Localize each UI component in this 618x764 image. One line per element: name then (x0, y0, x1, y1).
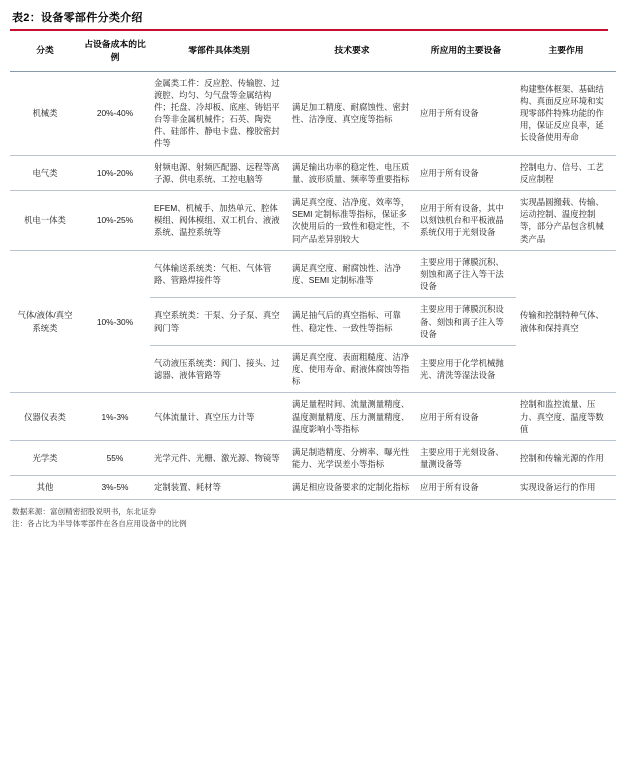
cell-category: 仪器仪表类 (10, 393, 80, 441)
cell-category: 光学类 (10, 441, 80, 476)
cell-part-types: 气体输送系统类：气柜、气体管路、管路焊接件等 (150, 250, 288, 298)
cell-part-types: 气动液压系统类：阀门、接头、过滤器、液体管路等 (150, 345, 288, 393)
cell-equipment: 主要应用于光刻设备、量测设备等 (416, 441, 516, 476)
cell-equipment: 应用于所有设备 (416, 71, 516, 155)
cell-category: 机械类 (10, 71, 80, 155)
cell-tech-req: 满足制造精度、分辨率、曝光性能力、光学误差小等指标 (288, 441, 416, 476)
table-row (10, 71, 616, 155)
footnotes (10, 506, 608, 530)
table-title-bar (10, 8, 608, 31)
footnote-note: 注：各占比为半导体零部件在各自应用设备中的比例 (12, 518, 187, 528)
cell-part-types: 真空系统类：干泵、分子泵、真空阀门等 (150, 298, 288, 346)
header-tech-req: 技术要求 (288, 31, 416, 71)
cell-role: 实现设备运行的作用 (516, 476, 616, 499)
header-category: 分类 (10, 31, 80, 71)
cell-cost-pct: 1%-3% (80, 393, 150, 441)
header-part-types: 零部件具体类别 (150, 31, 288, 71)
cell-category: 其他 (10, 476, 80, 499)
cell-tech-req: 满足加工精度、耐腐蚀性、密封性、洁净度、真空度等指标 (288, 71, 416, 155)
table-body (10, 71, 616, 499)
cell-role: 控制电力、信号、工艺反应制程 (516, 155, 616, 190)
cell-category: 气体/液体/真空系统类 (10, 250, 80, 393)
table-row (10, 250, 616, 298)
cell-part-types: 射频电源、射频匹配器、远程等离子源、供电系统、工控电脑等 (150, 155, 288, 190)
header-cost-pct: 占设备成本的比例 (80, 31, 150, 71)
cell-equipment: 主要应用于化学机械抛光、清洗等湿法设备 (416, 345, 516, 393)
table-row (10, 441, 616, 476)
table-header (10, 31, 616, 71)
cell-tech-req: 满足真空度、耐腐蚀性、洁净度、SEMI 定制标准等 (288, 250, 416, 298)
cell-tech-req: 满足输出功率的稳定性、电压质量、波形质量、频率等重要指标 (288, 155, 416, 190)
cell-role: 实现晶圆搬载、传输、运动控制、温度控制等，部分产品包含机械类产品 (516, 191, 616, 251)
cell-tech-req: 满足相应设备要求的定制化指标 (288, 476, 416, 499)
cell-tech-req: 满足真空度、洁净度、效率等，SEMI 定制标准等指标，保证多次使用后的一致性和稳定性，不同产品差异别较大 (288, 191, 416, 251)
cell-role: 控制和传输光源的作用 (516, 441, 616, 476)
equipment-parts-table (10, 31, 616, 500)
header-role: 主要作用 (516, 31, 616, 71)
cell-cost-pct: 55% (80, 441, 150, 476)
header-equipment: 所应用的主要设备 (416, 31, 516, 71)
cell-tech-req: 满足量程时间、流量测量精度、温度测量精度、压力测量精度、温度影响小等指标 (288, 393, 416, 441)
table-row (10, 393, 616, 441)
cell-part-types: 光学元件、光栅、激光源、物镜等 (150, 441, 288, 476)
cell-equipment: 应用于所有设备 (416, 476, 516, 499)
cell-equipment: 应用于所有设备 (416, 155, 516, 190)
table-row (10, 191, 616, 251)
cell-tech-req: 满足抽气后的真空指标、可靠性、稳定性、一致性等指标 (288, 298, 416, 346)
table-row (10, 476, 616, 499)
page-title: 表2：设备零部件分类介绍 (12, 12, 143, 24)
cell-category: 机电一体类 (10, 191, 80, 251)
cell-equipment: 应用于所有设备 (416, 393, 516, 441)
footnote-source: 数据来源：富创精密招股说明书，东北证券 (12, 506, 157, 516)
cell-category: 电气类 (10, 155, 80, 190)
cell-cost-pct: 3%-5% (80, 476, 150, 499)
cell-equipment: 主要应用于薄膜沉积设备、刻蚀和离子注入等设备 (416, 298, 516, 346)
cell-cost-pct: 10%-25% (80, 191, 150, 251)
table-row (10, 155, 616, 190)
cell-part-types: EFEM、机械手、加热单元、腔体模组、阀体模组、双工机台、液液系统、温控系统等 (150, 191, 288, 251)
table-header-row (10, 31, 616, 71)
cell-cost-pct: 20%-40% (80, 71, 150, 155)
cell-tech-req: 满足真空度、表面粗糙度、洁净度、使用寿命、耐液体腐蚀等指标 (288, 345, 416, 393)
cell-role: 传输和控制特种气体、液体和保持真空 (516, 250, 616, 393)
cell-part-types: 定制装置、耗材等 (150, 476, 288, 499)
cell-equipment: 主要应用于薄膜沉积、刻蚀和离子注入等干法设备 (416, 250, 516, 298)
cell-part-types: 气体流量计、真空压力计等 (150, 393, 288, 441)
cell-cost-pct: 10%-30% (80, 250, 150, 393)
cell-role: 控制和监控流量、压力、真空度、温度等数值 (516, 393, 616, 441)
cell-equipment: 应用于所有设备，其中以刻蚀机台和平板液晶系统仅用于光刻设备 (416, 191, 516, 251)
cell-cost-pct: 10%-20% (80, 155, 150, 190)
cell-part-types: 金属类工件：反应腔、传输腔、过渡腔、均匀、匀气盘等金属结构件；托盘、冷却板、底座、铸铝平台等非金属机械件；石英、陶瓷件、硅部件、静电卡盘、橡胶密封件等 (150, 71, 288, 155)
cell-role: 构建整体框架、基础结构、真面反应环境和实现零部件特殊功能的作用，保证反应良率，延长设备使用寿命 (516, 71, 616, 155)
